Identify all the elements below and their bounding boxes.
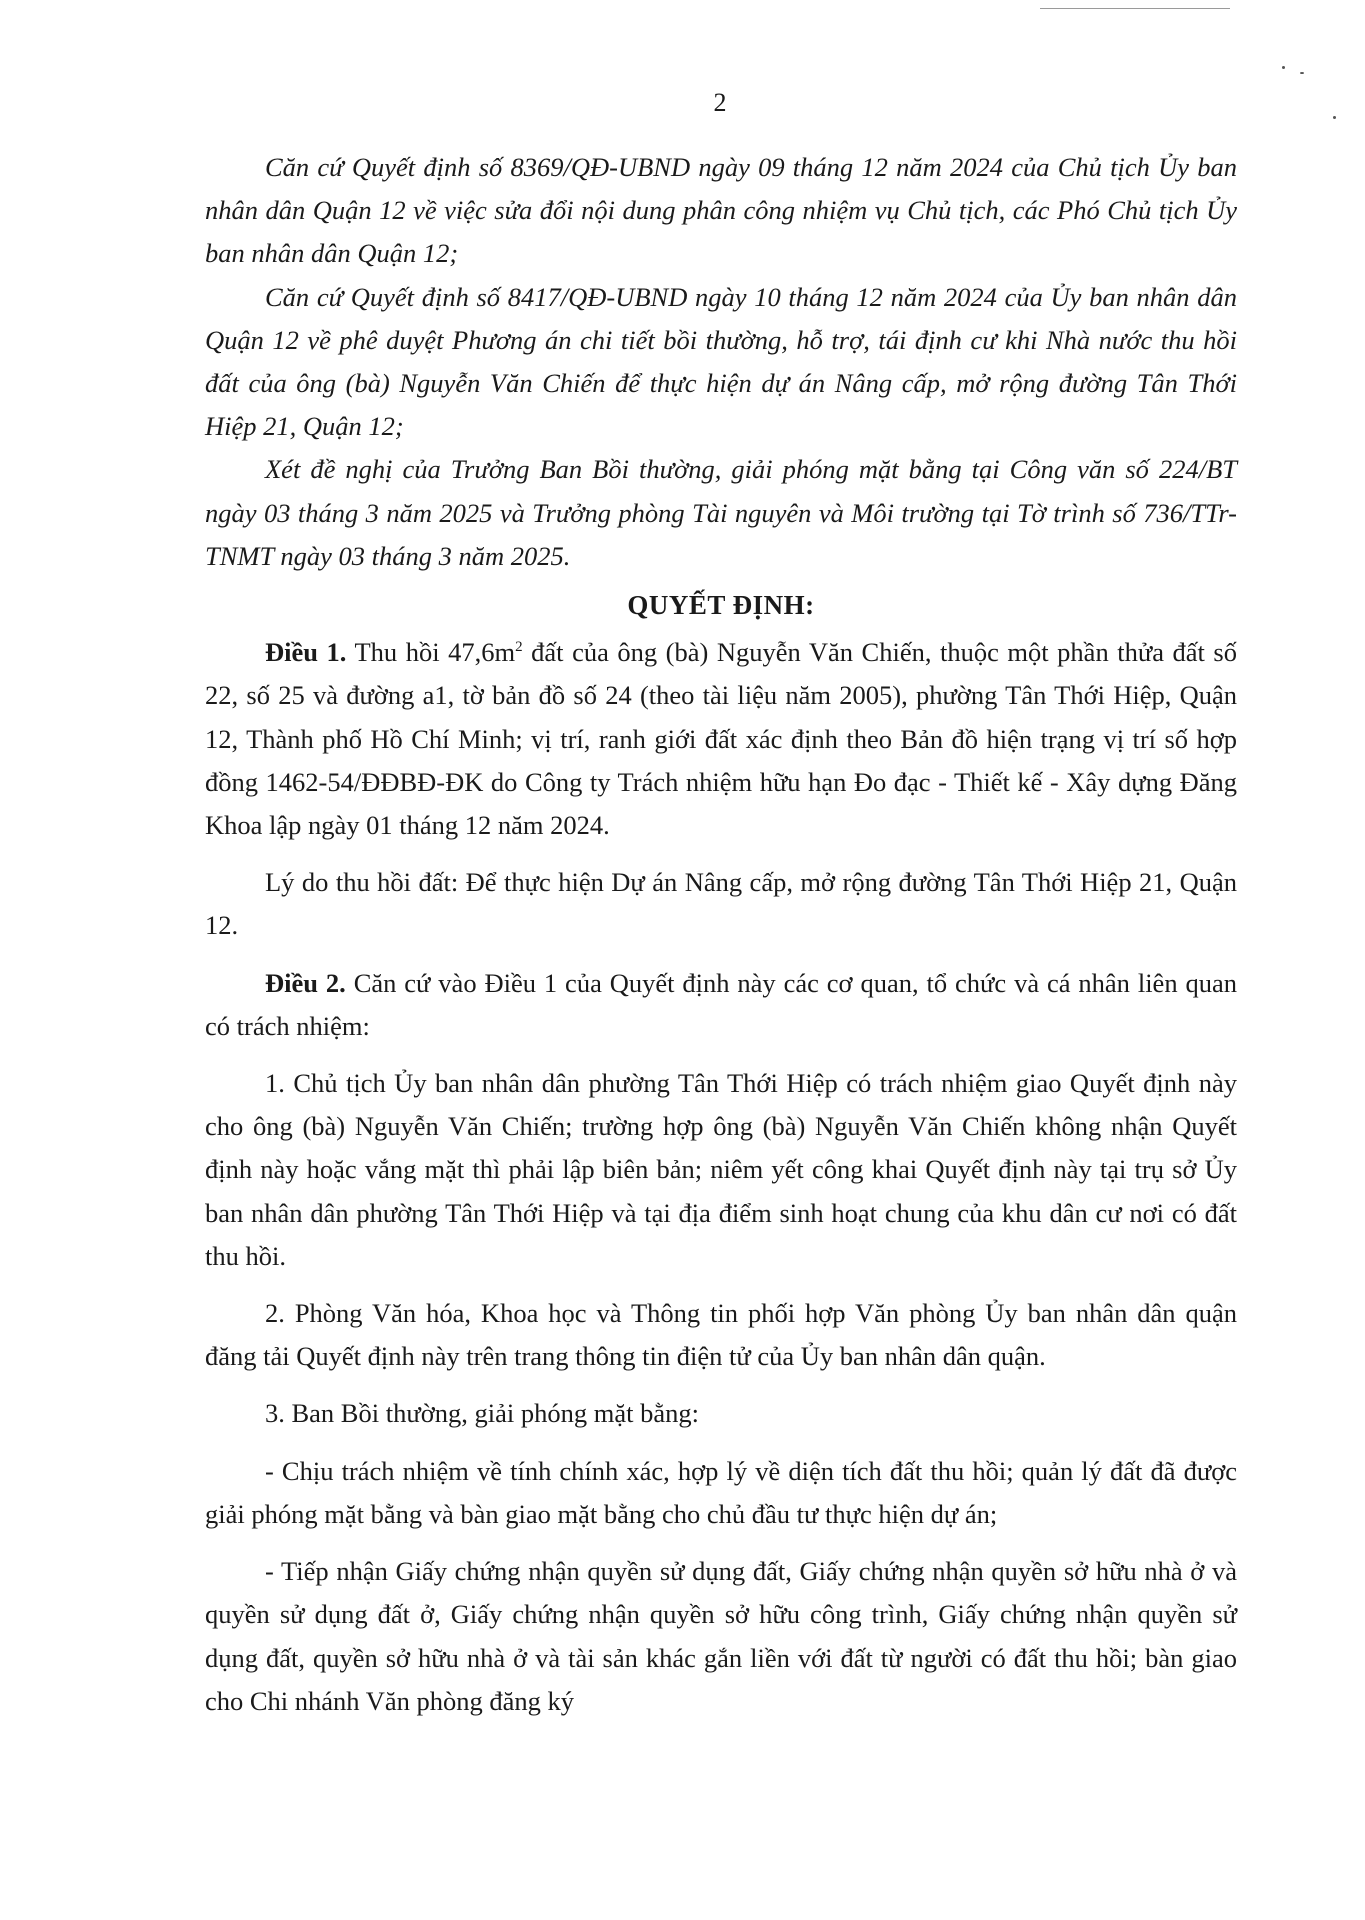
basis-paragraph: Căn cứ Quyết định số 8417/QĐ-UBND ngày 10 tháng 12 năm 2024 của Ủy ban nhân dân Quận 12 về phê duyệt Phương án chi tiết bồi thường, hỗ trợ, tái định cư khi Nhà nước thu hồi đất của ông (bà) Nguyễn Văn Chiến để thực hiện dự án Nâng cấp, mở rộng đường Tân Thới Hiệp 21, Quận 12; [205, 281, 1237, 442]
decision-heading: QUYẾT ĐỊNH: [627, 590, 815, 621]
basis-paragraph: Xét đề nghị của Trưởng Ban Bồi thường, giải phóng mặt bằng tại Công văn số 224/BT ngày 03 tháng 3 năm 2025 và Trưởng phòng Tài nguyên và Môi trường tại Tờ trình số 736/TTr-TNMT ngày 03 tháng 3 năm 2025. [205, 454, 1237, 571]
article-2-item-2: 2. Phòng Văn hóa, Khoa học và Thông tin phối hợp Văn phòng Ủy ban nhân dân quận đăng tải Quyết định này trên trang thông tin điện tử của Ủy ban nhân dân quận. [205, 1298, 1237, 1372]
document-body [205, 146, 1237, 1723]
article-2 [205, 962, 1237, 1048]
scan-artifact-line [1040, 8, 1230, 9]
page-number: 2 [713, 88, 727, 117]
article-2-label: Điều 2. [265, 967, 346, 998]
area-unit-superscript: 2 [515, 639, 523, 656]
basis-paragraph: Căn cứ Quyết định số 8369/QĐ-UBND ngày 09 tháng 12 năm 2024 của Chủ tịch Ủy ban nhân dân Quận 12 về việc sửa đổi nội dung phân công nhiệm vụ Chủ tịch, các Phó Chủ tịch Ủy ban nhân dân Quận 12; [205, 152, 1237, 269]
article-1 [205, 631, 1237, 847]
article-1-reason: Lý do thu hồi đất: Để thực hiện Dự án Nâng cấp, mở rộng đường Tân Thới Hiệp 21, Quận 12. [205, 867, 1237, 941]
article-1-text-cont: đất của ông (bà) Nguyễn Văn Chiến, thuộc một phần thửa đất số 22, số 25 và đường a1, tờ bản đồ số 24 (theo tài liệu năm 2005), phường Tân Thới Hiệp, Quận 12, Thành phố Hồ Chí Minh; vị trí, ranh giới đất xác định theo Bản đồ hiện trạng vị trí số hợp đồng 1462-54/ĐĐBĐ-ĐK do Công ty Trách nhiệm hữu hạn Đo đạc - Thiết kế - Xây dựng Đăng Khoa lập ngày 01 tháng 12 năm 2024. [205, 637, 1237, 841]
article-2-intro: Căn cứ vào Điều 1 của Quyết định này các cơ quan, tổ chức và cá nhân liên quan có trách nhiệm: [205, 967, 1237, 1041]
article-2-item-3: 3. Ban Bồi thường, giải phóng mặt bằng: [265, 1398, 699, 1429]
scan-speck [1300, 72, 1304, 74]
article-2-item-3-bullet: - Chịu trách nhiệm về tính chính xác, hợp lý về diện tích đất thu hồi; quản lý đất đã được giải phóng mặt bằng và bàn giao mặt bằng cho chủ đầu tư thực hiện dự án; [205, 1455, 1237, 1529]
article-1-text: Thu hồi 47,6m [346, 637, 516, 668]
article-1-label: Điều 1. [265, 637, 347, 668]
article-2-item-1: 1. Chủ tịch Ủy ban nhân dân phường Tân Thới Hiệp có trách nhiệm giao Quyết định này cho ông (bà) Nguyễn Văn Chiến; trường hợp ông (bà) Nguyễn Văn Chiến không nhận Quyết định này hoặc vắng mặt thì phải lập biên bản; niêm yết công khai Quyết định này tại trụ sở Ủy ban nhân dân phường Tân Thới Hiệp và tại địa điểm sinh hoạt chung của khu dân cư nơi có đất thu hồi. [205, 1068, 1237, 1271]
scan-speck [1282, 66, 1285, 69]
article-2-item-3-bullet: - Tiếp nhận Giấy chứng nhận quyền sử dụng đất, Giấy chứng nhận quyền sở hữu nhà ở và quyền sử dụng đất ở, Giấy chứng nhận quyền sở hữu công trình, Giấy chứng nhận quyền sử dụng đất, quyền sở hữu nhà ở và tài sản khác gắn liền với đất từ người có đất thu hồi; bàn giao cho Chi nhánh Văn phòng đăng ký [205, 1556, 1237, 1716]
